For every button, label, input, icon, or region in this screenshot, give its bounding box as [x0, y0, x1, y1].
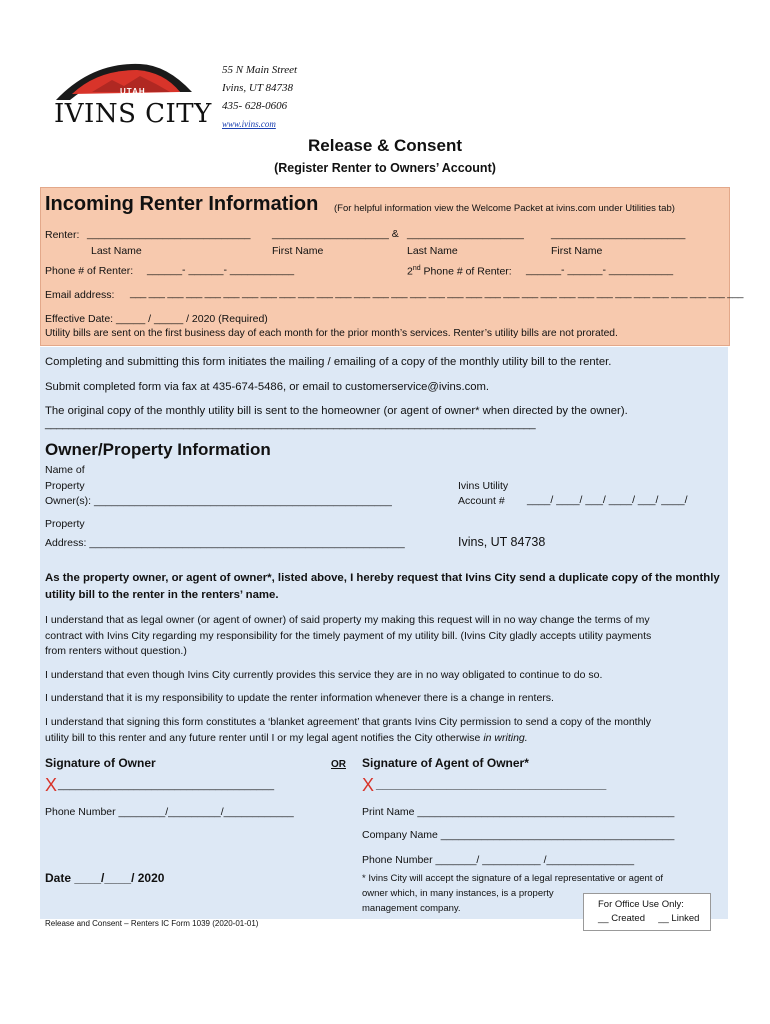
owner-signature-field[interactable]: _____________________________________ [58, 779, 275, 791]
statement-4-line-1: I understand that signing this form constitutes a ‘blanket agreement’ that grants Ivins City permission to send a copy of the monthly [45, 716, 652, 728]
page-subtitle: (Register Renter to Owners’ Account) [274, 161, 496, 175]
office-use-title: For Office Use Only: [598, 899, 684, 910]
last-name-caption-2: Last Name [407, 245, 458, 257]
company-name-field[interactable]: Company Name ________________________________________ [362, 829, 675, 841]
renter-label: Renter: [45, 229, 80, 241]
section-divider: _____________________________________________________________________________________ [45, 418, 536, 430]
logo-state-label: UTAH [120, 87, 146, 96]
phone2-label: 2nd Phone # of Renter: [407, 265, 512, 278]
email-label: Email address: [45, 289, 115, 301]
agent-note-line-3: management company. [362, 903, 461, 914]
owner-name-label-2: Property [45, 480, 85, 492]
office-linked-check[interactable]: __ Linked [658, 913, 700, 924]
website-link[interactable]: www.ivins.com [222, 119, 276, 129]
statement-3: I understand that it is my responsibility to update the renter information whenever there is a change in renters. [45, 692, 554, 704]
agent-signature-field[interactable]: ____________________________________ [376, 779, 607, 791]
property-label: Property [45, 518, 85, 530]
office-created-check[interactable]: __ Created [598, 913, 646, 924]
renter2-last-name-field[interactable]: ____________________ [407, 228, 524, 240]
city-address-block [222, 61, 297, 133]
owner-heading: Owner/Property Information [45, 440, 271, 459]
agent-note-line-1: * Ivins City will accept the signature of a legal representative or agent of [362, 873, 663, 884]
statement-4-line-2: utility bill to this renter and any future renter until I or my legal agent notifies the City otherwise in writing. [45, 732, 528, 744]
first-name-caption: First Name [272, 245, 324, 257]
agent-x-mark: X [362, 775, 375, 795]
ivins-city-logo [52, 52, 212, 134]
phone-field[interactable]: ______- ______- ___________ [147, 264, 295, 276]
agent-signature-label: Signature of Agent of Owner* [362, 756, 529, 770]
address-street: 55 N Main Street [222, 64, 298, 76]
renter-last-name-field[interactable]: ____________________________ [87, 228, 251, 240]
effective-date-field[interactable]: Effective Date: _____ / _____ / 2020 (Required) [45, 313, 268, 325]
renter-first-name-field[interactable]: ____________________ & [272, 228, 399, 240]
renter-heading: Incoming Renter Information [45, 193, 319, 215]
form-id: Release and Consent – Renters IC Form 1039 (2020-01-01) [45, 919, 259, 928]
agent-phone-field[interactable]: Phone Number _______/ __________ /_______________ [362, 854, 635, 866]
print-name-field[interactable]: Print Name ____________________________________________ [362, 806, 675, 818]
email-field[interactable]: ___ ___ ___ ___ ___ ___ ___ ___ ___ ___ ___ ___ ___ ___ ___ ___ ___ ___ ___ ___ ___ ___ ___ ___ ___ ___ ___ ___ ___ ___ ___ ___ ___ [130, 288, 744, 299]
agent-note-line-2: owner which, in many instances, is a property [362, 888, 554, 899]
helper-note: (For helpful information view the Welcome Packet at ivins.com under Utilities tab) [334, 203, 675, 214]
last-name-caption: Last Name [91, 245, 142, 257]
phone-label: Phone # of Renter: [45, 265, 134, 277]
or-label: OR [331, 759, 346, 770]
account-label-2: Account # [458, 495, 505, 507]
request-heading: As the property owner, or agent of owner*, listed above, I hereby request that Ivins City send a duplicate copy of the monthly utility bill to the renter in the renters’ name. [45, 572, 720, 601]
address-city: Ivins, UT 84738 [222, 82, 293, 94]
statement-1-line-3: from renters without question.) [45, 645, 187, 657]
info-line-1: Completing and submitting this form initiates the mailing / emailing of a copy of the monthly utility bill to the renter. [45, 356, 612, 368]
owner-signature-label: Signature of Owner [45, 756, 156, 770]
account-number-field[interactable]: ____/ ____/ ___/ ____/ ___/ ____/ [527, 494, 688, 506]
owner-name-field[interactable]: Owner(s): ___________________________________________________ [45, 495, 392, 507]
phone2-field[interactable]: ______- ______- ___________ [526, 264, 674, 276]
statement-2: I understand that even though Ivins City currently provides this service they are in no way obligated to continue to do so. [45, 669, 603, 681]
owner-x-mark: X [45, 775, 58, 795]
logo-text: IVINS CITY [54, 99, 212, 129]
address-phone: 435- 628-0606 [222, 100, 288, 112]
billing-note: Utility bills are sent on the first business day of each month for the prior month’s services. Renter’s utility bills are not prorated. [45, 328, 618, 339]
property-city: Ivins, UT 84738 [458, 535, 546, 549]
property-address-field[interactable]: Address: ______________________________________________________ [45, 537, 405, 549]
account-label-1: Ivins Utility [458, 480, 509, 492]
date-field[interactable]: Date ____/____/ 2020 [45, 871, 165, 885]
renter2-first-name-field[interactable]: _______________________ [551, 228, 686, 240]
owner-phone-field[interactable]: Phone Number ________/_________/____________ [45, 806, 294, 818]
info-line-2: Submit completed form via fax at 435-674-5486, or email to customerservice@ivins.com. [45, 381, 490, 393]
first-name-caption-2: First Name [551, 245, 603, 257]
owner-name-label-1: Name of [45, 464, 85, 476]
office-use-box [583, 893, 711, 931]
page-title: Release & Consent [308, 136, 462, 155]
statement-1-line-1: I understand that as legal owner (or agent of owner) of said property my making this request will in no way change the terms of my [45, 614, 650, 626]
info-line-3: The original copy of the monthly utility bill is sent to the homeowner (or agent of owner* when directed by the owner). [45, 405, 628, 417]
statement-1-line-2: contract with Ivins City regarding my responsibility for the timely payment of my utility bill. (Ivins City gladly accepts utility payments [45, 630, 652, 642]
